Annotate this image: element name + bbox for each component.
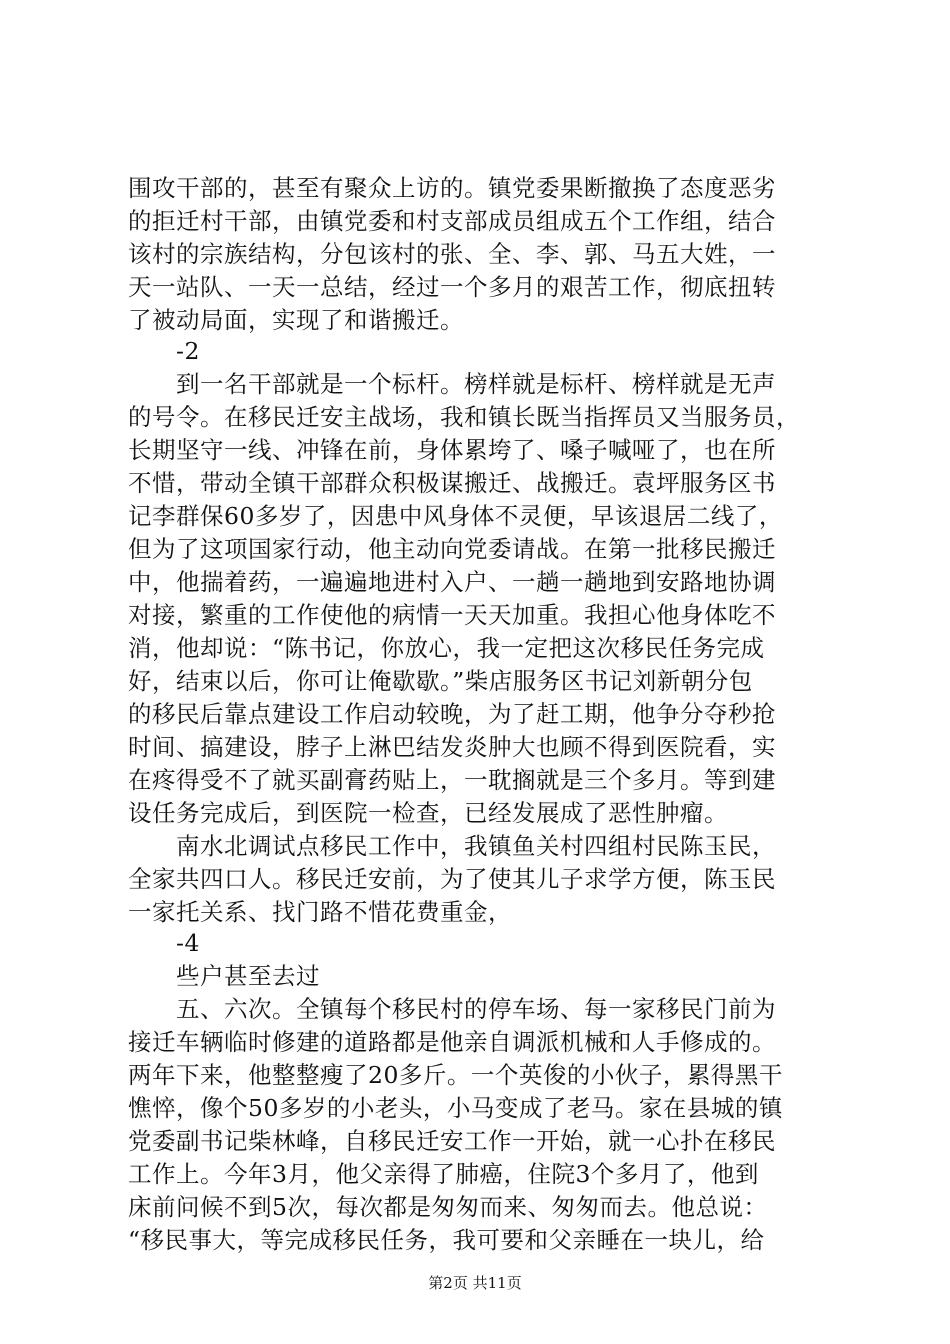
text-line: 憔悴，像个50多岁的小老头，小马变成了老马。家在县城的镇	[128, 1094, 783, 1122]
text-line: 该村的宗族结构，分包该村的张、全、李、郭、马五大姓，一	[128, 240, 776, 268]
text-line: 了被动局面，实现了和谐搬迁。	[128, 306, 464, 334]
text-line: 天一站队、一天一总结，经过一个多月的艰苦工作，彻底扭转	[128, 273, 776, 301]
text-line: 接迁车辆临时修建的道路都是他亲自调派机械和人手修成的。	[128, 1028, 776, 1056]
text-line: 南水北调试点移民工作中，我镇鱼关村四组村民陈玉民，	[176, 832, 776, 860]
text-line: 全家共四口人。移民迁安前，为了使其儿子求学方便，陈玉民	[128, 865, 776, 893]
page-footer: 第2页 共11页	[428, 1274, 522, 1292]
text-line: 工作上。今年3月，他父亲得了肺癌，住院3个多月了，他到	[128, 1160, 759, 1188]
text-line: 围攻干部的，甚至有聚众上访的。镇党委果断撤换了态度恶劣	[128, 174, 776, 202]
text-line: 的移民后靠点建设工作启动较晚，为了赶工期，他争分夺秒抢	[128, 700, 776, 728]
text-line: 的拒迁村干部，由镇党委和村支部成员组成五个工作组，结合	[128, 207, 776, 235]
page-marker: -2	[176, 337, 200, 365]
text-line: 不惜，带动全镇干部群众积极谋搬迁、战搬迁。袁坪服务区书	[128, 469, 776, 497]
text-line: 长期坚守一线、冲锋在前，身体累垮了、嗓子喊哑了，也在所	[128, 436, 776, 464]
text-line: 五、六次。全镇每个移民村的停车场、每一家移民门前为	[176, 995, 776, 1023]
text-line: 到一名干部就是一个标杆。榜样就是标杆、榜样就是无声	[176, 370, 776, 398]
text-line: 中，他揣着药，一遍遍地进村入户、一趟一趟地到安路地协调	[128, 568, 776, 596]
text-line: 时间、搞建设，脖子上淋巴结发炎肿大也顾不得到医院看，实	[128, 733, 776, 761]
text-line: 设任务完成后，到医院一检查，已经发展成了恶性肿瘤。	[128, 799, 728, 827]
text-line: 记李群保60多岁了，因患中风身体不灵便，早该退居二线了，	[128, 502, 783, 530]
text-line: 的号令。在移民迁安主战场，我和镇长既当指挥员又当服务员，	[128, 403, 800, 431]
text-line: 但为了这项国家行动，他主动向党委请战。在第一批移民搬迁	[128, 535, 776, 563]
text-line: 些户甚至去过	[176, 962, 320, 990]
text-line: 一家托关系、找门路不惜花费重金，	[128, 898, 512, 926]
text-line: 对接，繁重的工作使他的病情一天天加重。我担心他身体吃不	[128, 601, 776, 629]
text-line: 消，他却说：“陈书记，你放心，我一定把这次移民任务完成	[128, 634, 765, 662]
text-line: 两年下来，他整整瘦了20多斤。一个英俊的小伙子，累得黑干	[128, 1061, 783, 1089]
text-line: 床前问候不到5次，每次都是匆匆而来、匆匆而去。他总说：	[128, 1193, 768, 1221]
text-line: 好，结束以后，你可让俺歇歇。”柴店服务区书记刘新朝分包	[128, 667, 753, 695]
text-line: “移民事大，等完成移民任务，我可要和父亲睡在一块儿，给	[128, 1226, 765, 1254]
text-line: 党委副书记柴林峰，自移民迁安工作一开始，就一心扑在移民	[128, 1127, 776, 1155]
text-line: 在疼得受不了就买副膏药贴上，一耽搁就是三个多月。等到建	[128, 766, 776, 794]
page-marker: -4	[176, 929, 200, 957]
